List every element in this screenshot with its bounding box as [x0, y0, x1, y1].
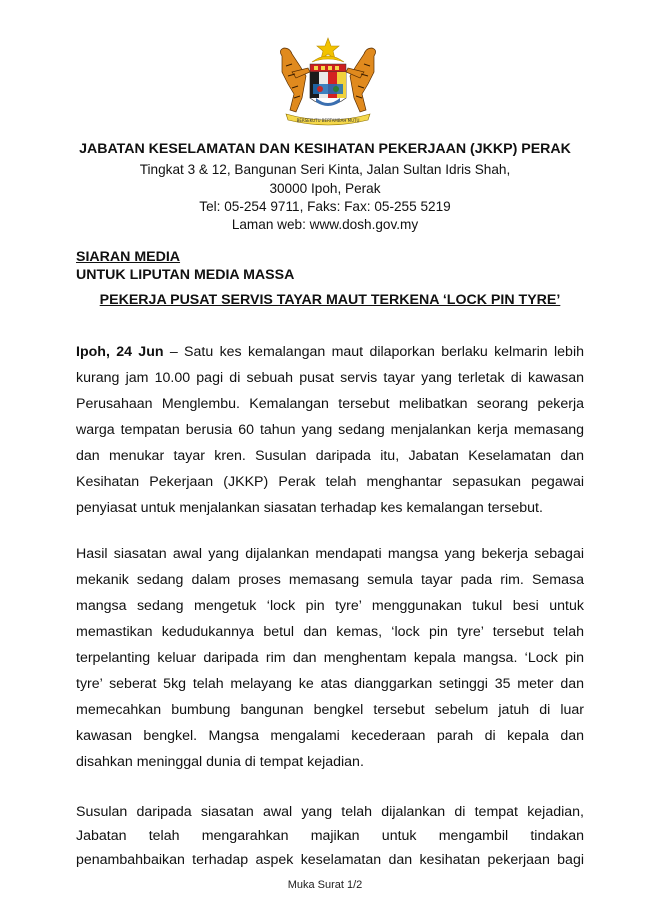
- address-line-2: 30000 Ipoh, Perak: [269, 181, 381, 196]
- page-number: Muka Surat 1/2: [287, 879, 363, 891]
- website-line: Laman web: www.dosh.gov.my: [231, 217, 419, 232]
- paragraph-1-line: dan menukar tayar kren. Susulan daripada itu, Jabatan Keselamatan dan: [76, 448, 584, 464]
- paragraph-1-line-text: – Satu kes kemalangan maut dilaporkan berlaku kelmarin lebih: [163, 344, 584, 360]
- paragraph-3-line: Jabatan telah mengarahkan majikan untuk mengambil tindakan: [76, 828, 584, 844]
- media-sublabel: UNTUK LIPUTAN MEDIA MASSA: [76, 267, 295, 283]
- paragraph-1-line: warga tempatan berusia 60 tahun yang sedang menjalankan kerja memasang: [76, 422, 584, 438]
- media-heading: [76, 248, 294, 284]
- media-label: SIARAN MEDIA: [76, 249, 181, 265]
- paragraph-2-line: memecahkan bumbung bangunan bengkel tersebut sebelum jatuh di luar: [76, 702, 584, 718]
- paragraph-2-line: disahkan meninggal dunia di tempat kejadian.: [76, 754, 364, 770]
- paragraph-2-line: tyre’ seberat 5kg telah melayang ke atas dianggarkan setinggi 35 meter dan: [76, 676, 584, 692]
- headline: PEKERJA PUSAT SERVIS TAYAR MAUT TERKENA ‘LOCK PIN TYRE’: [99, 292, 561, 308]
- paragraph-2-line: terpelanting keluar daripada rim dan menghentam kepala mangsa. ‘Lock pin: [76, 650, 584, 666]
- contact-line: Tel: 05-254 9711, Faks: Fax: 05-255 5219: [199, 199, 451, 214]
- dateline: Ipoh, 24 Jun: [76, 344, 164, 360]
- paragraph-1-line: penyiasat untuk menjalankan siasatan terhadap kes kemalangan tersebut.: [76, 500, 543, 516]
- crest-motto: BERSEKUTU BERTAMBAH MUTU: [296, 118, 360, 123]
- paragraph-2-line: mekanik sedang dalam proses memasang semula tayar pada rim. Semasa: [76, 572, 584, 588]
- paragraph-1-line: kurang jam 10.00 pagi di sebuah pusat servis tayar yang terletak di kawasan: [76, 370, 584, 386]
- paragraph-2-line: memastikan kedudukannya betul dan kemas, ‘lock pin tyre’ tersebut telah: [76, 624, 584, 640]
- paragraph-3-line: Susulan daripada siasatan awal yang telah dijalankan di tempat kejadian,: [76, 804, 584, 820]
- paragraph-2-line: kawasan bengkel. Mangsa mengalami kecederaan parah di kepala dan: [76, 728, 584, 744]
- paragraph-1-line: Perusahaan Menglembu. Kemalangan tersebut melibatkan seorang pekerja: [76, 396, 584, 412]
- address-line-1: Tingkat 3 & 12, Bangunan Seri Kinta, Jalan Sultan Idris Shah,: [139, 162, 511, 177]
- paragraph-1-line: [76, 343, 584, 361]
- malaysia-coat-of-arms-logo: [268, 36, 388, 128]
- paragraph-1-line: Kesihatan Pekerjaan (JKKP) Perak telah menghantar sepasukan pegawai: [76, 474, 584, 490]
- paragraph-3-line: penambahbaikan terhadap aspek keselamatan dan kesihatan pekerjaan bagi: [76, 852, 584, 868]
- paragraph-2-line: Hasil siasatan awal yang dijalankan mendapati mangsa yang bekerja sebagai: [76, 546, 584, 562]
- organization-name: JABATAN KESELAMATAN DAN KESIHATAN PEKERJAAN (JKKP) PERAK: [79, 141, 571, 157]
- paragraph-2-line: mangsa sedang mengetuk ‘lock pin tyre’ menggunakan tukul besi untuk: [76, 598, 584, 614]
